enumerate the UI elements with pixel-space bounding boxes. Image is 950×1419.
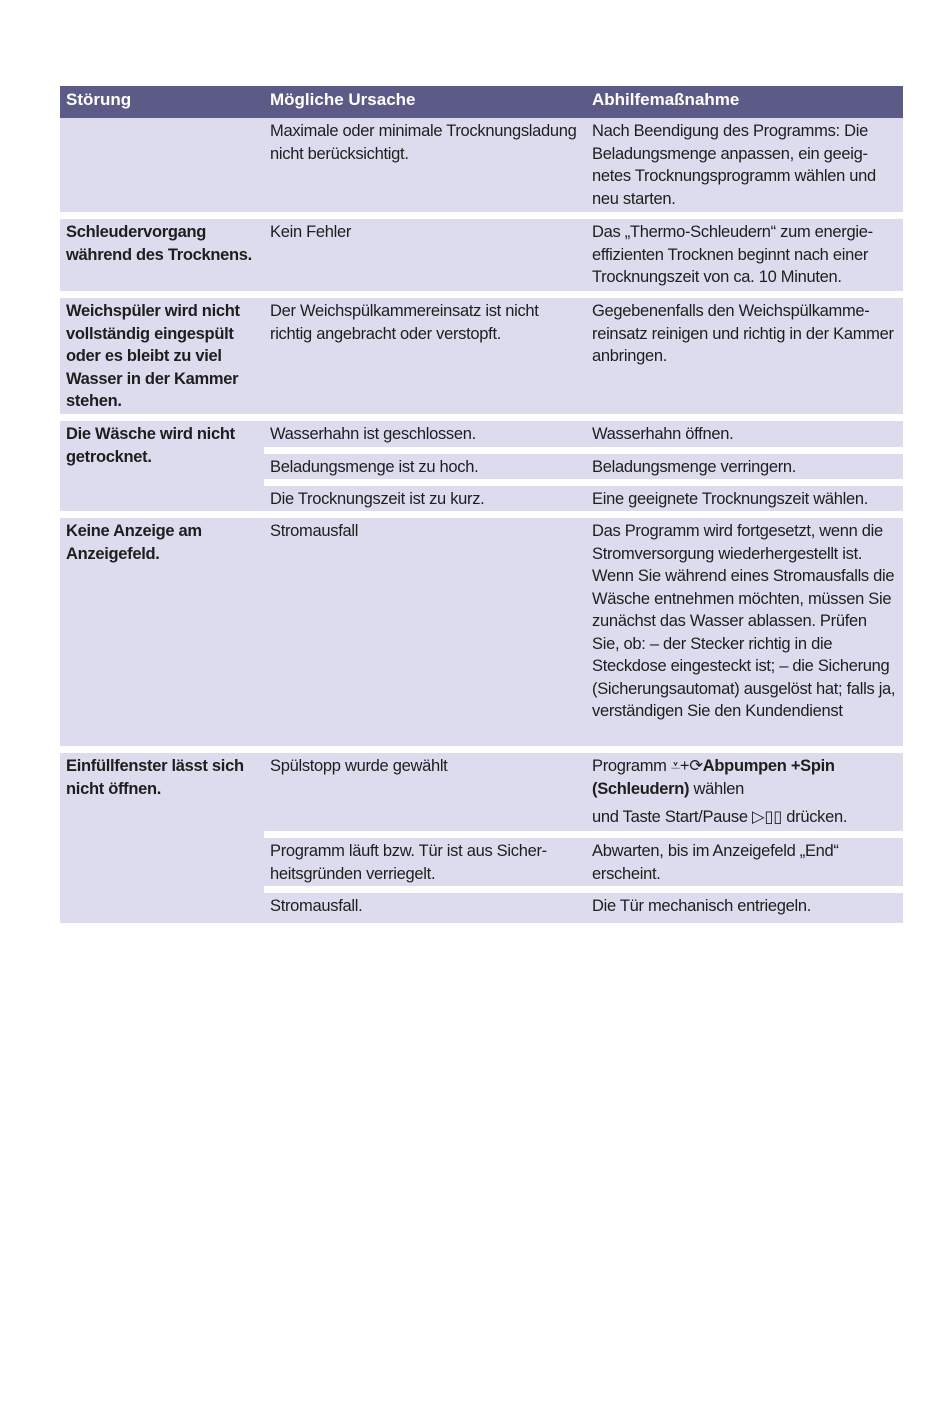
cause-cell: Programm läuft bzw. Tür ist aus Sicherheitsgründen verriegelt. <box>264 838 586 886</box>
problem-cell: Die Wäsche wird nicht getrocknet. <box>60 421 264 511</box>
cause-cell: Spülstopp wurde gewählt <box>264 753 586 831</box>
cause-cell: Stromausfall. <box>264 893 586 923</box>
problem-cell: Keine Anzeige am Anzeigefeld. <box>60 518 264 746</box>
cause-cell: Beladungsmenge ist zu hoch. <box>264 454 586 479</box>
troubleshooting-table <box>60 86 903 923</box>
remedy-cell: Beladungsmenge verringern. <box>586 454 903 479</box>
remedy-cell: Abwarten, bis im Anzeigefeld „End“ erscheint. <box>586 838 903 886</box>
remedy-line-1: Programm ⩡+⟳Abpumpen +Spin (Schleudern) wählen <box>592 757 835 798</box>
spin-drain-icon: ⩡+⟳ <box>670 757 703 775</box>
header-stoerung: Störung <box>60 86 264 118</box>
remedy-cell: Gegebenenfalls den Weichspülkammereinsatz reinigen und richtig in der Kammer anbringen. <box>586 298 903 414</box>
cause-cell: Wasserhahn ist geschlossen. <box>264 421 586 447</box>
start-pause-icon: ▷▯▯ <box>752 808 782 826</box>
remedy-cell: Das „Thermo-Schleudern“ zum energieeffizienten Trocknen beginnt nach einer Trocknungszeit von ca. 10 Minuten. <box>586 219 903 291</box>
remedy-cell: Das Programm wird fortgesetzt, wenn die Stromversorgung wiederhergestellt ist. Wenn Sie während eines Stromausfalls die Wäsche entnehmen möchten, müssen Sie zunächst das Wasser ablassen. Prüfen Sie, ob: – der Stecker richtig in die Steckdose eingesteckt ist; – die Sicherung (Sicherungsautomat) ausgelöst hat; falls ja, verständigen Sie den Kundendienst <box>586 518 903 746</box>
remedy-cell: Wasserhahn öffnen. <box>586 421 903 447</box>
remedy-line-2: und Taste Start/Pause ▷▯▯ drücken. <box>592 806 897 829</box>
problem-cell: Weichspüler wird nicht vollständig eingespült oder es bleibt zu viel Wasser in der Kammer stehen. <box>60 298 264 414</box>
cause-cell: Maximale oder minimale Trocknungsladung nicht berücksichtigt. <box>264 118 586 212</box>
problem-cell: Einfüllfenster lässt sich nicht öffnen. <box>60 753 264 923</box>
problem-cell: Schleudervorgang während des Trocknens. <box>60 219 264 291</box>
remedy-cell <box>586 753 903 831</box>
header-moegliche-ursache: Mögliche Ursache <box>264 86 586 118</box>
cause-cell: Der Weichspülkammereinsatz ist nicht richtig angebracht oder verstopft. <box>264 298 586 414</box>
remedy-cell: Nach Beendigung des Programms: Die Beladungsmenge anpassen, ein geeignetes Trocknungsprogramm wählen und neu starten. <box>586 118 903 212</box>
problem-cell <box>60 118 264 212</box>
cause-cell: Stromausfall <box>264 518 586 746</box>
header-abhilfemassnahme: Abhilfemaßnahme <box>586 86 903 118</box>
remedy-cell: Die Tür mechanisch entriegeln. <box>586 893 903 923</box>
cause-cell: Die Trocknungszeit ist zu kurz. <box>264 486 586 511</box>
cause-cell: Kein Fehler <box>264 219 586 291</box>
remedy-cell: Eine geeignete Trocknungszeit wählen. <box>586 486 903 511</box>
